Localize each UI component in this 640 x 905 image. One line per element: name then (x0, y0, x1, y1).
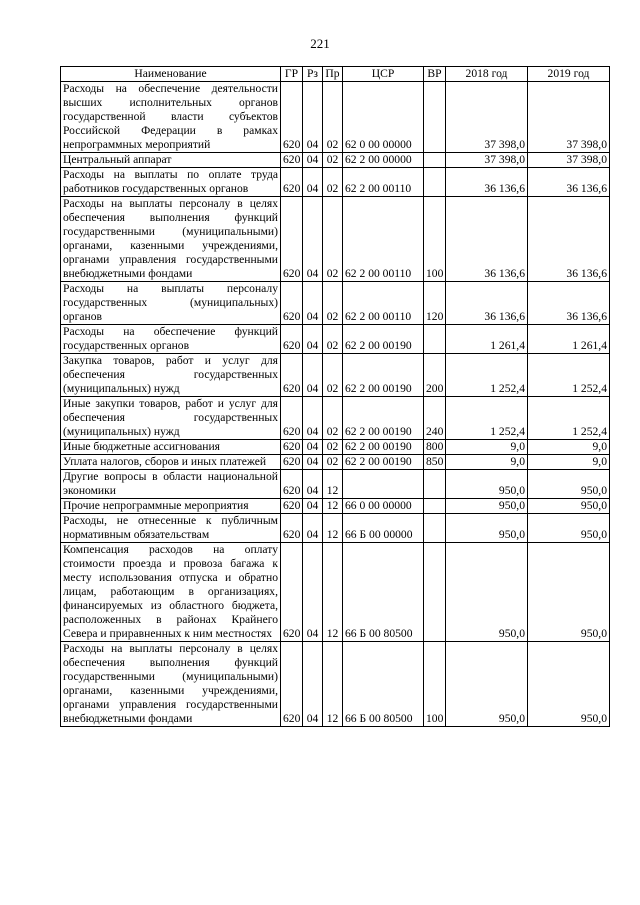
cell-gr: 620 (281, 642, 303, 727)
table-row (61, 514, 610, 543)
cell-y2019: 37 398,0 (528, 82, 610, 153)
table-row (61, 470, 610, 499)
cell-gr: 620 (281, 514, 303, 543)
cell-y2019: 950,0 (528, 470, 610, 499)
cell-rz: 04 (303, 354, 323, 397)
cell-csr: 62 2 00 00190 (343, 397, 424, 440)
cell-vr: 240 (424, 397, 446, 440)
col-header-vr: ВР (424, 67, 446, 82)
cell-pr: 02 (323, 197, 343, 282)
cell-vr: 850 (424, 455, 446, 470)
header-row (61, 67, 610, 82)
cell-rz: 04 (303, 282, 323, 325)
cell-name: Расходы, не отнесенные к публичным нормативным обязательствам (61, 514, 281, 543)
cell-y2018: 36 136,6 (446, 168, 528, 197)
cell-csr: 66 Б 00 00000 (343, 514, 424, 543)
cell-rz: 04 (303, 397, 323, 440)
cell-y2018: 950,0 (446, 543, 528, 642)
cell-y2018: 950,0 (446, 642, 528, 727)
cell-y2018: 1 252,4 (446, 397, 528, 440)
cell-y2019: 37 398,0 (528, 153, 610, 168)
cell-name: Расходы на выплаты персоналу в целях обеспечения выполнения функций государственными (муниципальными) органами, казенными учреждениями, органами управления государственными внебюджетными фондами (61, 642, 281, 727)
cell-y2019: 950,0 (528, 543, 610, 642)
table-row (61, 282, 610, 325)
cell-csr: 62 0 00 00000 (343, 82, 424, 153)
cell-rz: 04 (303, 197, 323, 282)
cell-y2018: 36 136,6 (446, 197, 528, 282)
cell-pr: 02 (323, 440, 343, 455)
cell-name: Иные закупки товаров, работ и услуг для обеспечения государственных (муниципальных) нужд (61, 397, 281, 440)
cell-vr: 200 (424, 354, 446, 397)
col-header-rz: Рз (303, 67, 323, 82)
cell-rz: 04 (303, 470, 323, 499)
cell-rz: 04 (303, 168, 323, 197)
cell-csr: 62 2 00 00110 (343, 168, 424, 197)
cell-rz: 04 (303, 153, 323, 168)
budget-table (60, 66, 610, 727)
cell-gr: 620 (281, 197, 303, 282)
table-row (61, 82, 610, 153)
cell-gr: 620 (281, 82, 303, 153)
cell-y2019: 950,0 (528, 499, 610, 514)
cell-csr (343, 470, 424, 499)
cell-pr: 02 (323, 455, 343, 470)
cell-name: Уплата налогов, сборов и иных платежей (61, 455, 281, 470)
cell-name: Другие вопросы в области национальной экономики (61, 470, 281, 499)
cell-name: Расходы на выплаты персоналу в целях обеспечения выполнения функций государственными (муниципальными) органами, казенными учреждениями, органами управления государственными внебюджетными фондами (61, 197, 281, 282)
cell-gr: 620 (281, 325, 303, 354)
table-body (61, 82, 610, 727)
cell-y2019: 950,0 (528, 642, 610, 727)
cell-csr: 66 Б 00 80500 (343, 543, 424, 642)
cell-rz: 04 (303, 455, 323, 470)
cell-name: Расходы на выплаты персоналу государственных (муниципальных) органов (61, 282, 281, 325)
cell-y2018: 36 136,6 (446, 282, 528, 325)
cell-pr: 12 (323, 499, 343, 514)
cell-rz: 04 (303, 543, 323, 642)
col-header-csr: ЦСР (343, 67, 424, 82)
cell-rz: 04 (303, 514, 323, 543)
cell-vr (424, 499, 446, 514)
table-row (61, 455, 610, 470)
table-row (61, 642, 610, 727)
table-row (61, 325, 610, 354)
cell-y2019: 36 136,6 (528, 282, 610, 325)
cell-y2018: 950,0 (446, 499, 528, 514)
table-row (61, 168, 610, 197)
cell-pr: 02 (323, 168, 343, 197)
cell-rz: 04 (303, 499, 323, 514)
cell-vr: 120 (424, 282, 446, 325)
cell-csr: 62 2 00 00000 (343, 153, 424, 168)
table-row (61, 440, 610, 455)
cell-vr (424, 82, 446, 153)
cell-vr (424, 543, 446, 642)
cell-y2019: 1 261,4 (528, 325, 610, 354)
cell-vr (424, 514, 446, 543)
table-row (61, 397, 610, 440)
cell-pr: 02 (323, 397, 343, 440)
cell-name: Расходы на выплаты по оплате труда работников государственных органов (61, 168, 281, 197)
cell-csr: 62 2 00 00190 (343, 440, 424, 455)
table-row (61, 543, 610, 642)
cell-name: Расходы на обеспечение деятельности высших исполнительных органов государственной власти субъектов Российской Федерации в рамках непрограммных мероприятий (61, 82, 281, 153)
cell-gr: 620 (281, 470, 303, 499)
cell-pr: 02 (323, 82, 343, 153)
cell-pr: 02 (323, 354, 343, 397)
table-row (61, 153, 610, 168)
cell-gr: 620 (281, 397, 303, 440)
cell-name: Расходы на обеспечение функций государственных органов (61, 325, 281, 354)
cell-y2019: 36 136,6 (528, 197, 610, 282)
page-number: 221 (310, 36, 330, 51)
cell-pr: 12 (323, 514, 343, 543)
cell-gr: 620 (281, 543, 303, 642)
cell-csr: 66 0 00 00000 (343, 499, 424, 514)
cell-y2019: 1 252,4 (528, 397, 610, 440)
cell-csr: 62 2 00 00190 (343, 455, 424, 470)
cell-gr: 620 (281, 282, 303, 325)
cell-vr (424, 325, 446, 354)
table-row (61, 499, 610, 514)
cell-y2019: 1 252,4 (528, 354, 610, 397)
cell-vr: 800 (424, 440, 446, 455)
col-header-pr: Пр (323, 67, 343, 82)
cell-rz: 04 (303, 82, 323, 153)
cell-csr: 62 2 00 00190 (343, 354, 424, 397)
cell-y2018: 9,0 (446, 440, 528, 455)
cell-gr: 620 (281, 354, 303, 397)
cell-y2018: 37 398,0 (446, 82, 528, 153)
col-header-name: Наименование (61, 67, 281, 82)
cell-y2018: 950,0 (446, 470, 528, 499)
cell-gr: 620 (281, 499, 303, 514)
cell-gr: 620 (281, 440, 303, 455)
cell-pr: 12 (323, 470, 343, 499)
cell-vr: 100 (424, 642, 446, 727)
cell-pr: 02 (323, 282, 343, 325)
cell-name: Компенсация расходов на оплату стоимости проезда и провоза багажа к месту использования отпуска и обратно лицам, работающим в организациях, финансируемых из областного бюджета, расположенных в районах Крайнего Севера и приравненных к ним местностях (61, 543, 281, 642)
cell-csr: 66 Б 00 80500 (343, 642, 424, 727)
cell-vr (424, 153, 446, 168)
cell-gr: 620 (281, 455, 303, 470)
cell-csr: 62 2 00 00110 (343, 282, 424, 325)
cell-pr: 12 (323, 543, 343, 642)
cell-vr (424, 168, 446, 197)
table-row (61, 354, 610, 397)
cell-name: Иные бюджетные ассигнования (61, 440, 281, 455)
cell-y2019: 9,0 (528, 440, 610, 455)
cell-y2019: 9,0 (528, 455, 610, 470)
cell-y2018: 1 261,4 (446, 325, 528, 354)
col-header-2019: 2019 год (528, 67, 610, 82)
col-header-2018: 2018 год (446, 67, 528, 82)
cell-pr: 12 (323, 642, 343, 727)
cell-rz: 04 (303, 440, 323, 455)
cell-y2018: 37 398,0 (446, 153, 528, 168)
cell-pr: 02 (323, 153, 343, 168)
cell-name: Прочие непрограммные мероприятия (61, 499, 281, 514)
cell-y2018: 1 252,4 (446, 354, 528, 397)
cell-csr: 62 2 00 00110 (343, 197, 424, 282)
cell-y2018: 950,0 (446, 514, 528, 543)
cell-vr: 100 (424, 197, 446, 282)
cell-gr: 620 (281, 153, 303, 168)
cell-gr: 620 (281, 168, 303, 197)
cell-y2018: 9,0 (446, 455, 528, 470)
cell-csr: 62 2 00 00190 (343, 325, 424, 354)
cell-rz: 04 (303, 325, 323, 354)
cell-rz: 04 (303, 642, 323, 727)
cell-name: Центральный аппарат (61, 153, 281, 168)
cell-y2019: 36 136,6 (528, 168, 610, 197)
cell-y2019: 950,0 (528, 514, 610, 543)
cell-name: Закупка товаров, работ и услуг для обеспечения государственных (муниципальных) нужд (61, 354, 281, 397)
cell-vr (424, 470, 446, 499)
cell-pr: 02 (323, 325, 343, 354)
col-header-gr: ГР (281, 67, 303, 82)
table-row (61, 197, 610, 282)
